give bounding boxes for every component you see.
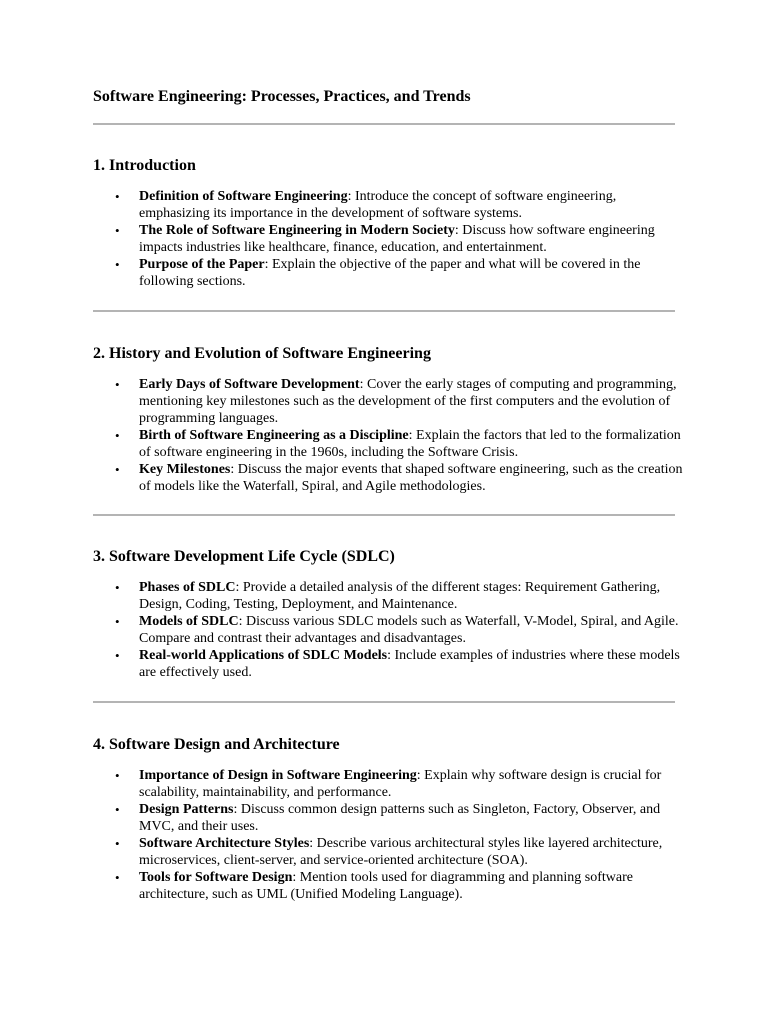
list-item: [93, 376, 683, 427]
item-text: : Discuss how software engineering impacts industries like healthcare, finance, education, and entertainment.: [139, 223, 655, 255]
section-design-architecture: [93, 735, 683, 903]
list-item: [93, 613, 683, 647]
item-term: Birth of Software Engineering as a Discipline: [139, 428, 409, 443]
item-text: : Explain the objective of the paper and what will be covered in the following sections.: [139, 257, 641, 289]
item-term: Importance of Design in Software Engineering: [139, 768, 417, 783]
section-heading: 4. Software Design and Architecture: [93, 736, 340, 753]
item-text: : Discuss common design patterns such as Singleton, Factory, Observer, and MVC, and their uses.: [139, 802, 661, 834]
bullet-list: [93, 579, 683, 681]
item-text: : Discuss the major events that shaped software engineering, such as the creation of models like the Waterfall, Spiral, and Agile methodologies.: [139, 462, 683, 494]
item-text: : Discuss various SDLC models such as Waterfall, V-Model, Spiral, and Agile. Compare and contrast their advantages and disadvantages.: [139, 614, 679, 646]
bullet-icon: •: [115, 462, 120, 477]
item-text: : Mention tools used for diagramming and planning software architecture, such as UML (Unified Modeling Language).: [139, 870, 633, 902]
item-term: Early Days of Software Development: [139, 377, 360, 392]
divider: [93, 514, 675, 516]
item-term: Software Architecture Styles: [139, 836, 310, 851]
divider: [93, 310, 675, 312]
item-text: : Describe various architectural styles like layered architecture, microservices, client-server, and service-oriented architecture (SOA).: [139, 836, 663, 868]
bullet-icon: •: [115, 377, 120, 392]
list-item: [93, 801, 683, 835]
divider: [93, 123, 675, 125]
item-text: : Cover the early stages of computing and programming, mentioning key milestones such as the development of the first computers and the evolution of programming languages.: [139, 377, 677, 426]
bullet-icon: •: [115, 768, 120, 783]
section-history: [93, 344, 683, 495]
section-sdlc: [93, 547, 683, 681]
bullet-icon: •: [115, 836, 120, 851]
item-term: Tools for Software Design: [139, 870, 293, 885]
list-item: [93, 647, 683, 681]
item-term: Phases of SDLC: [139, 580, 236, 595]
item-term: Definition of Software Engineering: [139, 189, 348, 204]
list-item: [93, 579, 683, 613]
divider: [93, 701, 675, 703]
bullet-list: [93, 767, 683, 903]
item-term: Real-world Applications of SDLC Models: [139, 648, 388, 663]
bullet-icon: •: [115, 802, 120, 817]
section-heading: 1. Introduction: [93, 157, 196, 174]
item-term: Key Milestones: [139, 462, 231, 477]
bullet-icon: •: [115, 428, 120, 443]
item-text: : Provide a detailed analysis of the different stages: Requirement Gathering, Design, Coding, Testing, Deployment, and Maintenance.: [139, 580, 661, 612]
section-heading: 2. History and Evolution of Software Engineering: [93, 345, 431, 362]
list-item: [93, 188, 683, 222]
section-heading: 3. Software Development Life Cycle (SDLC): [93, 548, 395, 565]
list-item: [93, 427, 683, 461]
section-introduction: [93, 156, 683, 290]
item-text: : Include examples of industries where these models are effectively used.: [139, 648, 680, 680]
list-item: [93, 461, 683, 495]
item-term: Purpose of the Paper: [139, 257, 265, 272]
list-item: [93, 835, 683, 869]
item-text: : Explain why software design is crucial for scalability, maintainability, and performance.: [139, 768, 662, 800]
list-item: [93, 869, 683, 903]
list-item: [93, 222, 683, 256]
item-text: : Introduce the concept of software engineering, emphasizing its importance in the development of software systems.: [139, 189, 617, 221]
list-item: [93, 767, 683, 801]
bullet-list: [93, 188, 683, 290]
item-term: Design Patterns: [139, 802, 234, 817]
list-item: [93, 256, 683, 290]
bullet-icon: •: [115, 870, 120, 885]
bullet-icon: •: [115, 189, 120, 204]
bullet-icon: •: [115, 614, 120, 629]
bullet-icon: •: [115, 648, 120, 663]
item-text: : Explain the factors that led to the formalization of software engineering in the 1960s, including the Software Crisis.: [139, 428, 681, 460]
item-term: Models of SDLC: [139, 614, 239, 629]
item-term: The Role of Software Engineering in Modern Society: [139, 223, 455, 238]
bullet-icon: •: [115, 223, 120, 238]
bullet-list: [93, 376, 683, 495]
bullet-icon: •: [115, 580, 120, 595]
bullet-icon: •: [115, 257, 120, 272]
document-title: Software Engineering: Processes, Practices, and Trends: [93, 88, 471, 105]
